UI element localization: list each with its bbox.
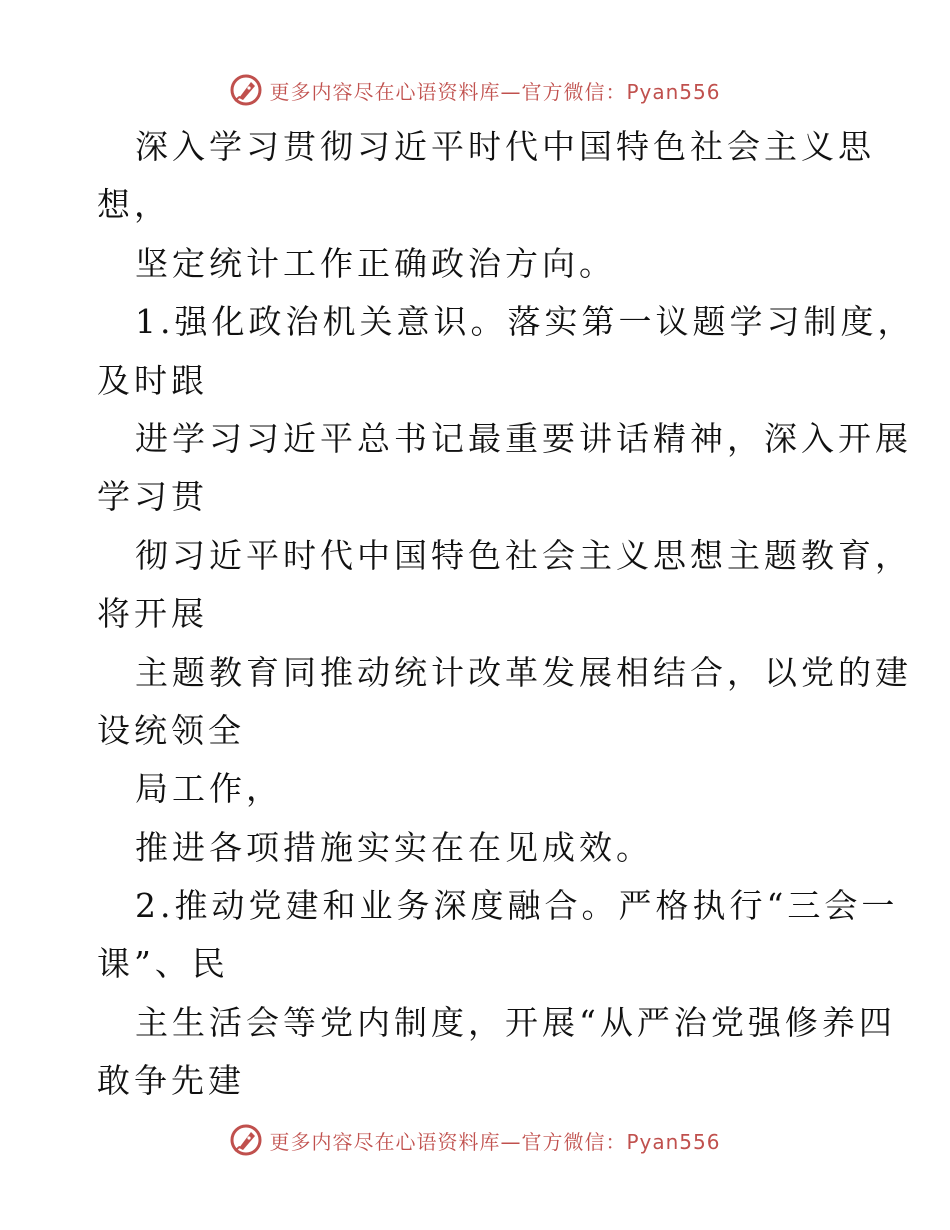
body-line-13: 推进各项措施实实在在见成效。 [135,827,653,867]
body-line-10: 主题教育同推动统计改革发展相结合，以党的建 [135,652,912,692]
body-line-6: 进学习习近平总书记最重要讲话精神，深入开展 [135,418,912,458]
body-line-14: 2.推动党建和业务深度融合。严格执行“三会一 [135,886,899,926]
pen-nib-logo-icon [229,1123,263,1157]
body-line-5: 及时跟 [97,360,208,400]
header-banner-text: 更多内容尽在心语资料库—官方微信：Pyan556 [269,79,721,104]
body-line-9: 将开展 [97,594,208,634]
body-line-15: 课”、民 [97,944,229,984]
body-line-11: 设统领全 [97,710,245,750]
body-line-12: 局工作， [135,769,283,809]
body-line-3: 坚定统计工作正确政治方向。 [135,243,616,283]
document-body [97,118,915,1111]
body-line-7: 学习贯 [97,477,208,517]
header-banner [0,70,950,110]
footer-banner-text: 更多内容尽在心语资料库—官方微信：Pyan556 [269,1129,721,1154]
pen-nib-logo-icon [229,73,263,107]
body-line-1: 深入学习贯彻习近平时代中国特色社会主义思 [135,127,875,166]
footer-banner [0,1120,950,1160]
body-line-17: 敢争先建 [97,1061,245,1101]
body-line-4: 1.强化政治机关意识。落实第一议题学习制度， [135,302,915,342]
body-line-8: 彻习近平时代中国特色社会主义思想主题教育， [135,535,912,575]
body-line-16: 主生活会等党内制度，开展“从严治党强修养四 [135,1002,896,1042]
body-line-2: 想， [97,185,171,225]
